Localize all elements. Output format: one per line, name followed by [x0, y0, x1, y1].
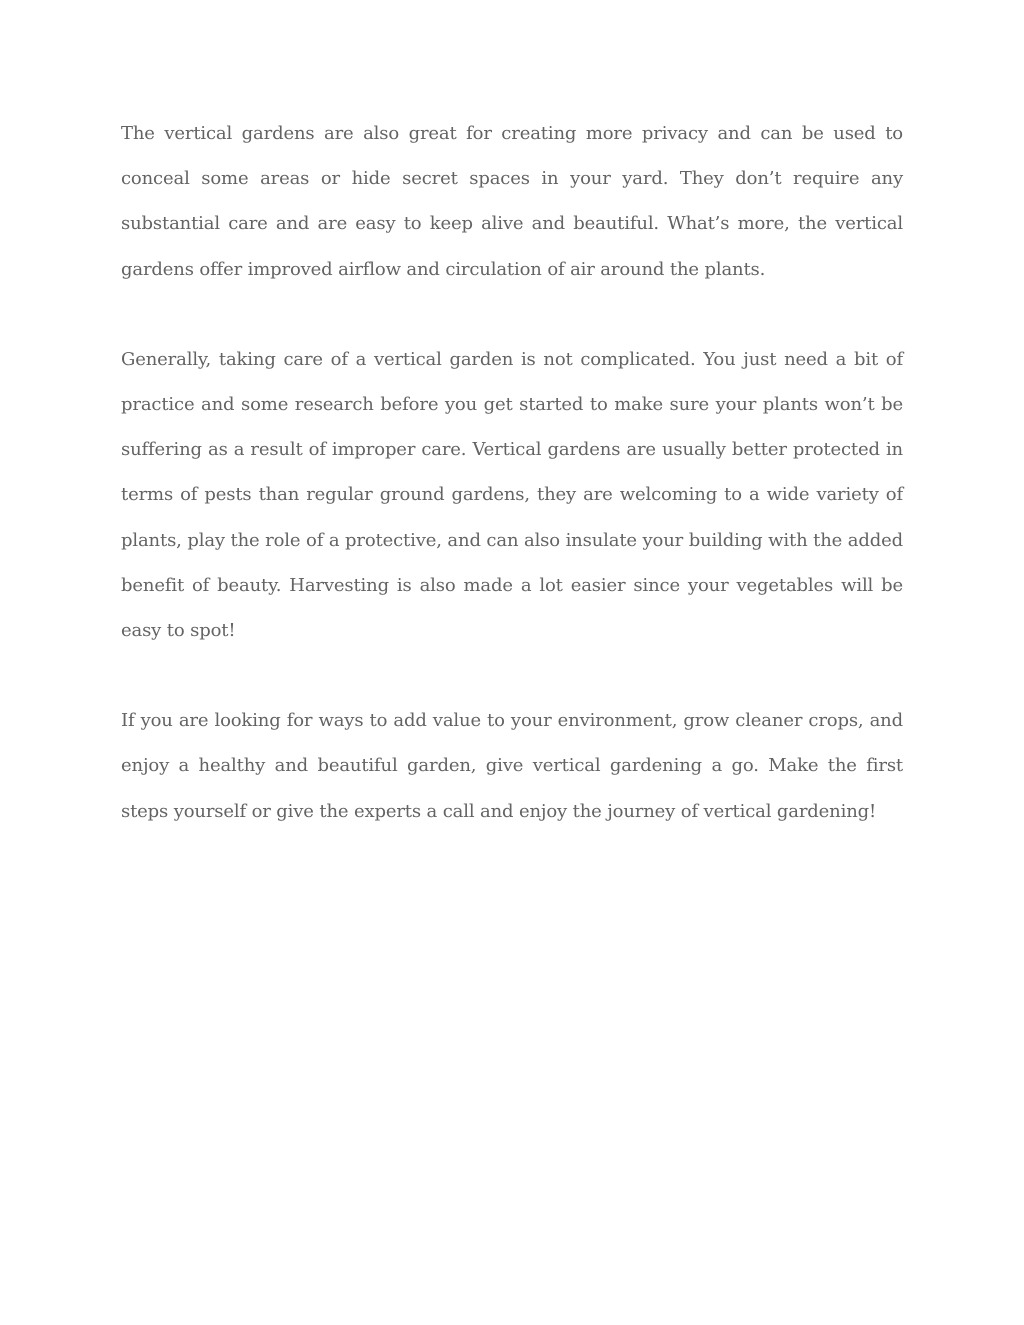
paragraph-privacy-benefits: The vertical gardens are also great for creating more privacy and can be used to conceal some areas or hide secret spaces in your yard. They don’t require any substantial care and are easy to keep alive and beautiful. What’s more, the vertical gardens offer improved airflow and circulation of air around the plants. [121, 123, 903, 280]
paragraph-conclusion: If you are looking for ways to add value to your environment, grow cleaner crops, and enjoy a healthy and beautiful garden, give vertical gardening a go. Make the first steps yourself or give the experts a call and enjoy the journey of vertical gardening! [121, 710, 903, 822]
paragraph-care-tips: Generally, taking care of a vertical garden is not complicated. You just need a bit of practice and some research before you get started to make sure your plants won’t be suffering as a result of improper care. Vertical gardens are usually better protected in terms of pests than regular ground gardens, they are welcoming to a wide variety of plants, play the role of a protective, and can also insulate your building with the added benefit of beauty. Harvesting is also made a lot easier since your vegetables will be easy to spot! [121, 348, 903, 642]
document-body [121, 111, 903, 879]
